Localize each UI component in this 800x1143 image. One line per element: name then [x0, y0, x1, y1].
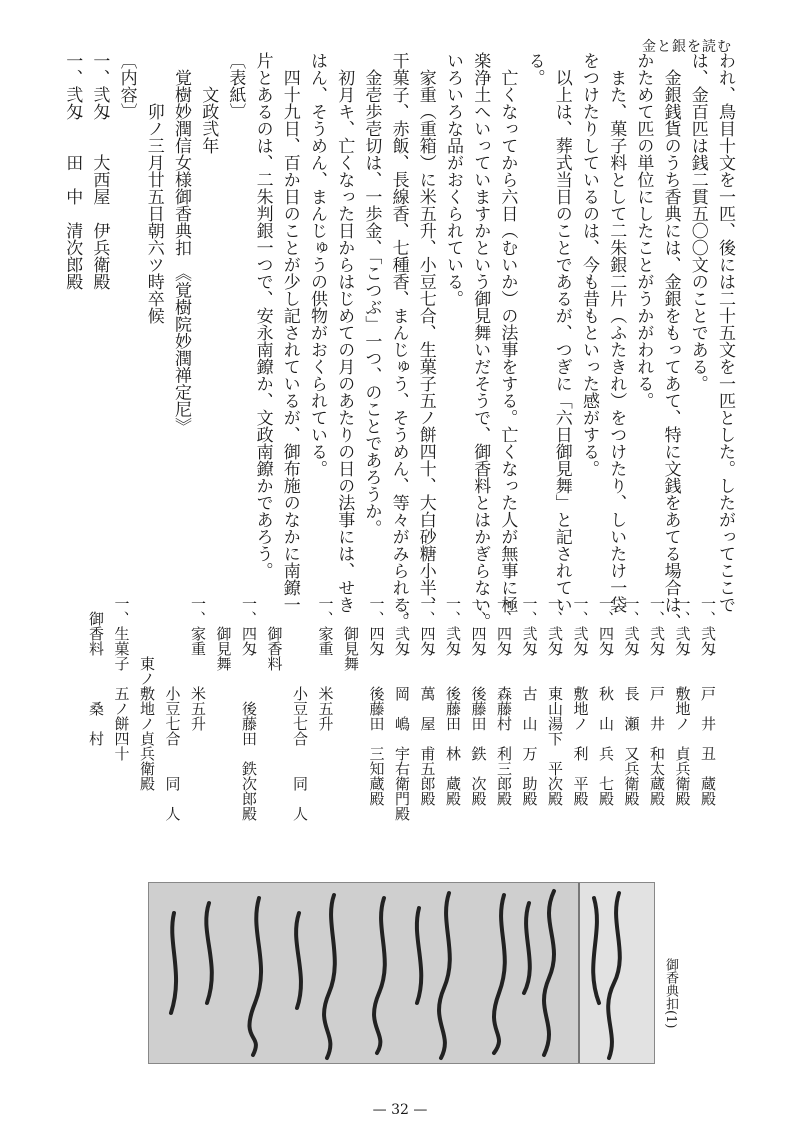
body-text-column: 金銀銭貨のうち香典には、金銀をもってあて、特に文銭をあてる場合は、	[660, 52, 681, 630]
donor-list-column: 一、四匁 後藤田 鉄 次殿	[469, 596, 488, 806]
donor-list-column: 御見舞	[214, 596, 233, 671]
body-text-column: 以上は、葬式当日のことであるが、つぎに「六日御見舞」と記されてい	[551, 52, 572, 613]
body-text-column: 家重（重箱）に米五升、小豆七合、生菓子五ノ餅四十、大白砂糖小半、	[415, 52, 436, 613]
body-text-column: また、菓子料として二朱銀二片（ふたきれ）をつけたり、しいたけ一袋	[606, 52, 627, 613]
donor-list-column: 一、弐匁 岡 嶋 宇右衛門殿	[393, 596, 411, 821]
body-text-column: は、金百匹は銭二貫五〇〇文のことである。	[687, 52, 708, 392]
donor-list-column: 一、弐匁 後藤田 林 蔵殿	[444, 596, 462, 806]
body-text-column: をつけたりしているのは、今も昔もといった感がする。	[579, 52, 599, 477]
body-text-column: 一、弐匁 大西屋 伊兵衛殿	[89, 52, 110, 290]
donor-list-column: 御見舞	[342, 596, 360, 671]
donor-list-column: 一、四匁 萬 屋 甫五郎殿	[418, 596, 437, 806]
donor-list-column: 一、家重 米五升	[316, 596, 335, 731]
donor-list-column: 一、弐匁 古 山 万 助殿	[520, 596, 539, 806]
body-text-column: 干菓子、赤飯、長線香、七種香、まんじゅう、そうめん、等々がみられる。	[388, 52, 409, 630]
body-text-column: る。	[524, 52, 545, 86]
donor-list-column: 東ノ敷地ノ貞兵衛殿	[138, 596, 156, 791]
donor-list-column: 一、弐匁 東山湯下 平次殿	[546, 596, 564, 806]
body-text-column: いろいろな品がおくられている。	[443, 52, 463, 307]
figure-caption: 御香典扣(1)	[663, 958, 678, 1029]
donor-list-column: 一、生菓子 五ノ餅四十	[112, 596, 131, 761]
body-text-column: 四十九日、百か日のことが少し記されているが、御布施のなかに南鐐一	[279, 52, 300, 613]
body-text-column: 覚樹妙潤信女様御香典扣 《覚樹院妙潤禅定尼》	[171, 52, 191, 435]
body-text-column: 一、弐匁 田 中 清次郎殿	[62, 52, 83, 290]
body-text-column: 卯ノ三月廿五日朝六ツ時卒候	[143, 52, 164, 324]
donor-list-column: 一、弐匁 戸 井 丑 蔵殿	[699, 596, 717, 806]
donor-list-column: 一、四匁 後藤田 三知蔵殿	[367, 596, 386, 806]
donor-list-column: 御香料 桑 村	[87, 596, 105, 746]
body-text-column: 〔内容〕	[116, 52, 137, 120]
body-text-column: かためて匹の単位にしたことがうかがわれる。	[633, 52, 654, 409]
donor-list-column: 一、四匁 森藤村 利三郎殿	[495, 596, 513, 806]
donor-list-column: 一、弐匁 敷地ノ 利 平殿	[571, 596, 590, 806]
donor-list-column: 小豆七合 同 人	[291, 596, 309, 821]
manuscript-image-icon	[149, 883, 654, 1063]
donor-list-column: 一、弐匁 敷地ノ 貞兵衛殿	[673, 596, 692, 806]
running-head: 金と銀を読む	[642, 39, 732, 55]
manuscript-photo	[148, 882, 655, 1064]
body-text-column: はん、そうめん、まんじゅうの供物がおくられている。	[307, 52, 327, 477]
donor-list-column: 一、弐匁 戸 井 和太蔵殿	[648, 596, 666, 806]
body-text-column: 〔表紙〕	[225, 52, 246, 120]
donor-list-column: 一、弐匁 長 瀬 又兵衛殿	[622, 596, 641, 806]
donor-list-column: 小豆七合 同 人	[163, 596, 182, 821]
page-number: — 32 —	[372, 1102, 428, 1118]
body-text-column: 金壱歩壱切は、一歩金、「こつぶ」一つ、のことであろうか。	[361, 52, 382, 537]
donor-list-column: 一、四匁 後藤田 鉄次郎殿	[240, 596, 258, 821]
donor-list-column: 一、四匁 秋 山 兵 七殿	[597, 596, 615, 806]
donor-list-column: 御香料	[265, 596, 284, 671]
body-text-column: 初月キ、亡くなった日からはじめての月のあたりの日の法事には、せき	[334, 52, 355, 613]
body-text-column: 楽浄土へいっていますかという御見舞いだそうで、御香料とはかぎらない。	[470, 52, 491, 630]
body-text-column: 亡くなってから六日（むいか）の法事をする。亡くなった人が無事に極	[497, 52, 518, 613]
donor-list-column: 一、家重 米五升	[189, 596, 207, 731]
body-text-column: 片とあるのは、二朱判銀一つで、安永南鐐か、文政南鐐かであろう。	[252, 52, 273, 579]
body-text-column: 文政弐年	[198, 52, 219, 154]
body-text-column: われ、鳥目十文を一匹、後には二十五文を一匹とした。したがってここで	[715, 52, 735, 613]
